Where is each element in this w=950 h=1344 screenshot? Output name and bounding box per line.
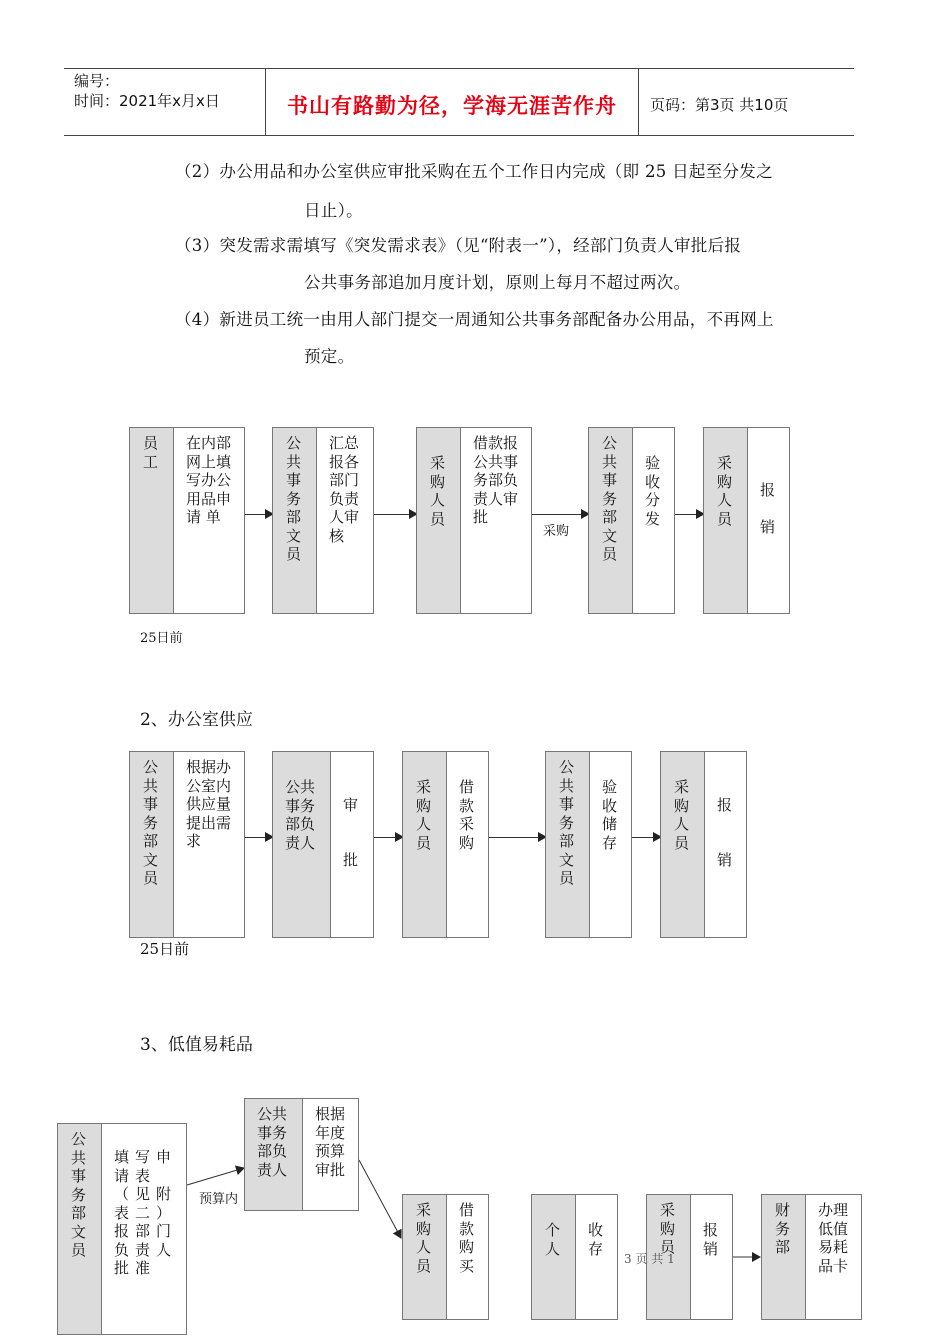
step-action: 报销 <box>760 481 776 536</box>
step-action: 验收储存 <box>602 778 618 852</box>
step-role: 个人 <box>532 1195 576 1319</box>
step-action: 借款报公共事务部负责人审批 <box>473 434 519 526</box>
paragraph-4-line2: 预定。 <box>304 347 355 366</box>
step-role: 采购人员 <box>403 1195 447 1319</box>
flow-step <box>402 1194 489 1320</box>
page-number: 页码：第3页 共10页 <box>650 96 789 114</box>
deadline-note: 25日前 <box>140 631 183 646</box>
step-role: 公共事务部文员 <box>273 428 317 613</box>
step-role: 采购人员 <box>403 752 447 937</box>
step-role: 采购人员 <box>704 428 748 613</box>
step-role: 公共事务部文员 <box>546 752 590 937</box>
flow-step <box>761 1194 862 1320</box>
step-action: 收存 <box>588 1221 604 1258</box>
step-action: 借款购买 <box>459 1201 475 1275</box>
step-action: 验收分发 <box>645 454 661 528</box>
step-action: 根据年度预算审批 <box>315 1105 346 1179</box>
flow-step <box>531 1194 618 1320</box>
step-role: 员工 <box>130 428 174 613</box>
step-role: 公共事务部负责人 <box>245 1099 303 1210</box>
flow-step <box>244 1098 359 1211</box>
paragraph-4-line1: （4）新进员工统一由用人部门提交一周通知公共事务部配备办公用品，不再网上 <box>175 310 774 329</box>
step-role: 公共事务部负责人 <box>273 752 331 937</box>
motto: 书山有路勤为径，学海无涯苦作舟 <box>287 94 617 118</box>
step-action: 审批 <box>343 796 359 869</box>
step-role: 采购员 <box>647 1195 691 1319</box>
step-action: 汇总报各部门负责人审核 <box>329 434 360 545</box>
deadline-note: 25日前 <box>140 940 190 958</box>
step-role: 采购人员 <box>417 428 461 613</box>
paragraph-2-line2: 日止）。 <box>304 201 363 220</box>
step-role: 公共事务部文员 <box>130 752 174 937</box>
step-role: 公共事务部文员 <box>58 1124 102 1334</box>
step-action: 报销 <box>717 796 733 869</box>
paragraph-3-line2: 公共事务部追加月度计划，原则上每月不超过两次。 <box>304 273 691 292</box>
time-label: 时间：2021年x月x日 <box>74 92 220 110</box>
step-role: 公共事务部文员 <box>589 428 633 613</box>
section-heading: 3、低值易耗品 <box>140 1035 253 1055</box>
code-label: 编号： <box>74 72 120 90</box>
arrow-note: 预算内 <box>199 1192 239 1207</box>
step-role: 采购人员 <box>661 752 705 937</box>
paragraph-2-line1: （2）办公用品和办公室供应审批采购在五个工作日内完成（即 25 日起至分发之 <box>175 162 773 181</box>
flow-step <box>57 1123 187 1335</box>
flow-arrow <box>187 1168 244 1185</box>
section-heading: 2、办公室供应 <box>140 710 253 730</box>
flow-arrow <box>359 1160 401 1238</box>
step-action: 报销 <box>703 1221 719 1258</box>
step-action: 办理低值易耗品卡 <box>818 1201 849 1275</box>
step-action: 在内部网上填写办公用品申请 单 <box>186 434 232 526</box>
step-action: 借款采购 <box>459 778 475 852</box>
step-action: 填写申请表（见附表二）报部门负责人批准 <box>114 1148 178 1277</box>
step-action: 根据办公室内供应量提出需求 <box>186 758 232 850</box>
footer-page-overlap: 3 页 共 1 <box>624 1252 675 1266</box>
paragraph-3-line1: （3）突发需求需填写《突发需求表》（见“附表一”），经部门负责人审批后报 <box>175 236 742 255</box>
step-role: 财务部 <box>762 1195 806 1319</box>
arrow-note: 采购 <box>543 524 570 539</box>
